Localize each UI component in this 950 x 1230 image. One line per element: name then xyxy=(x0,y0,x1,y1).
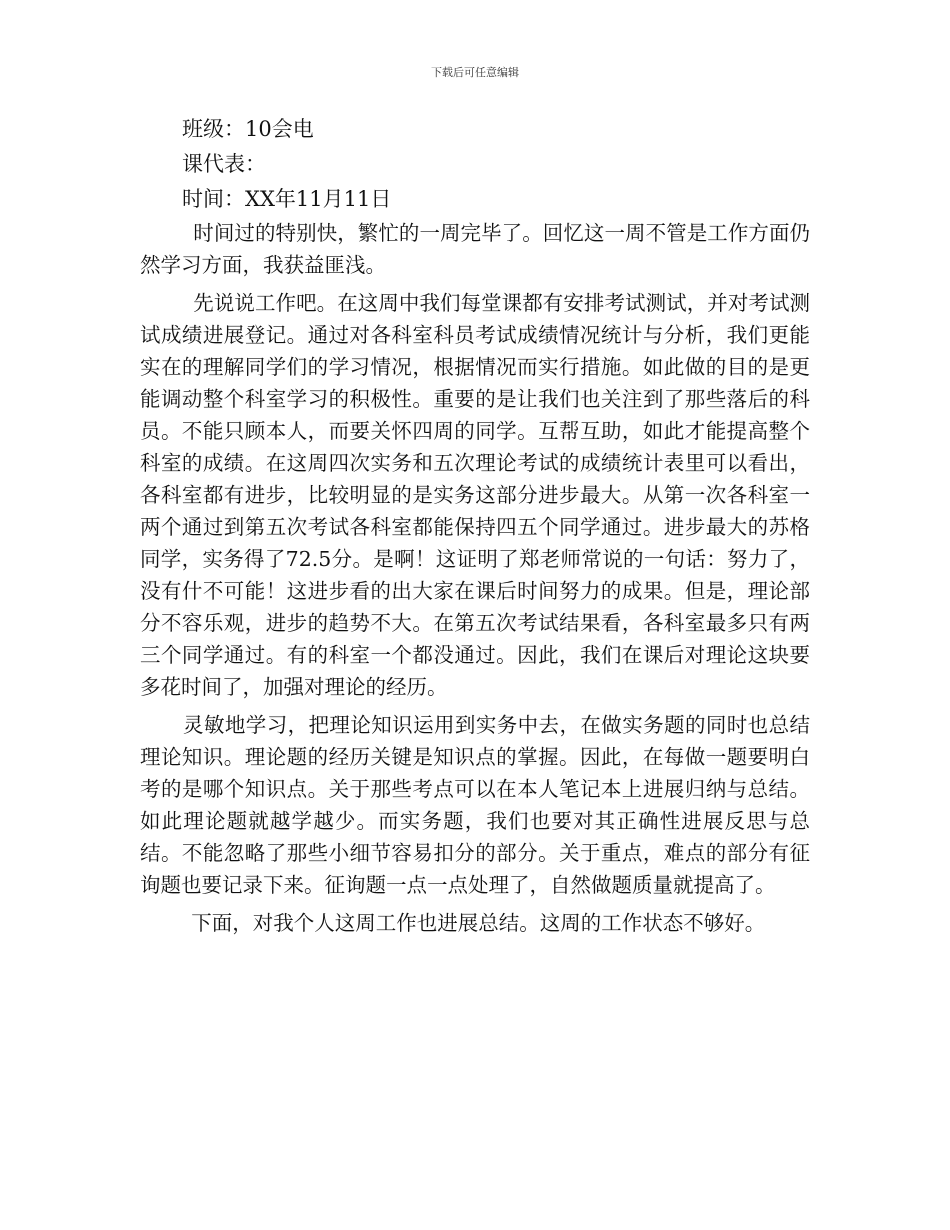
paragraph-personal-summary: 下面，对我个人这周工作也进展总结。这周的工作状态不够好。 xyxy=(191,911,766,935)
class-line: 班级：10会电 xyxy=(182,117,314,141)
document-body xyxy=(140,112,810,939)
paragraph-work: 先说说工作吧。在这周中我们每堂课都有安排考试测试，并对考试测试成绩进展登记。通过对各科室科员考试成绩情况统计与分析，我们更能实在的理解同学们的学习情况，根据情况而实行措施。如此做的目的是更能调动整个科室学习的积极性。重要的是让我们也关注到了那些落后的科员。不能只顾本人，而要关怀四周的同学。互帮互助，如此才能提高整个科室的成绩。在这周四次实务和五次理论考试的成绩统计表里可以看出，各科室都有进步，比较明显的是实务这部分进步最大。从第一次各科室一两个通过到第五次考试各科室都能保持四五个同学通过。进步最大的苏格同学，实务得了72.5分。是啊！这证明了郑老师常说的一句话：努力了，没有什不可能！这进步看的出大家在课后时间努力的成果。但是，理论部分不容乐观，进步的趋势不大。在第五次考试结果看，各科室最多只有两三个同学通过。有的科室一个都没通过。因此，我们在课后对理论这块要多花时间了，加强对理论的经历。 xyxy=(140,291,810,699)
paragraph-intro: 时间过的特别快，繁忙的一周完毕了。回忆这一周不管是工作方面仍然学习方面，我获益匪浅。 xyxy=(140,221,810,277)
page-header-note: 下载后可任意编辑 xyxy=(431,66,519,79)
course-rep-line: 课代表： xyxy=(182,152,266,176)
paragraph-study-method: 灵敏地学习，把理论知识运用到实务中去，在做实务题的同时也总结理论知识。理论题的经历关键是知识点的掌握。因此，在每做一题要明白考的是哪个知识点。关于那些考点可以在本人笔记本上进展归纳与总结。如此理论题就越学越少。而实务题，我们也要对其正确性进展反思与总结。不能忽略了那些小细节容易扣分的部分。关于重点，难点的部分有征询题也要记录下来。征询题一点一点处理了，自然做题质量就提高了。 xyxy=(140,713,810,897)
date-line: 时间：XX年11月11日 xyxy=(182,187,392,211)
